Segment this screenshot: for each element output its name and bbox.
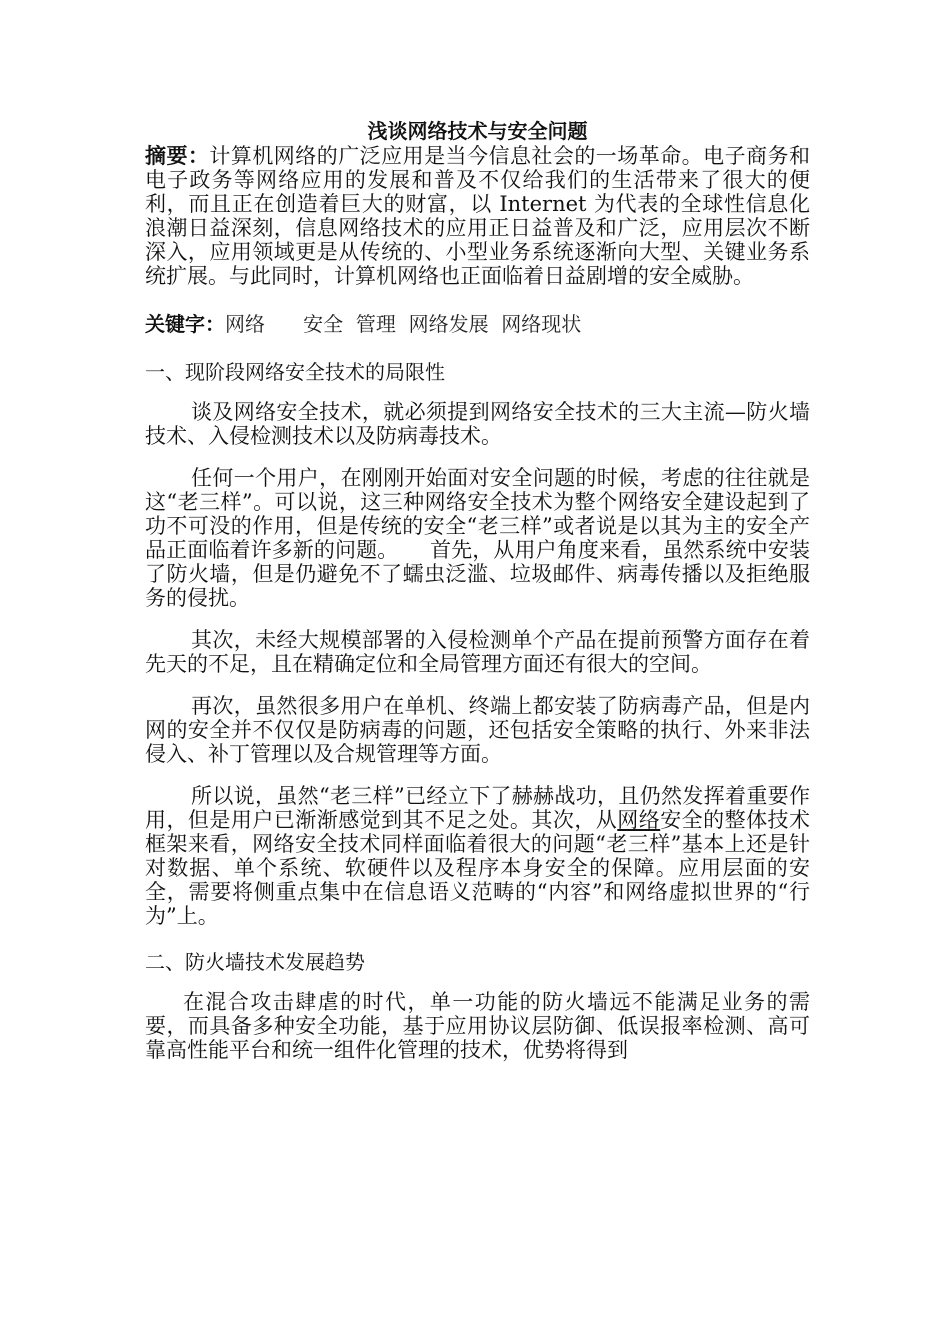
keywords-label: 关键字： [145,312,225,336]
network-link[interactable]: 网络 [617,808,661,832]
paragraph-text: 所以说，虽然“老三样”已经立下了赫赫战功，且仍然发挥着重要作用，但是用户已渐渐感觉到其不足之处。其次，从 [145,784,810,832]
section2-heading: 二、防火墙技术发展趋势 [145,950,365,974]
document-page [145,118,810,1062]
document-title: 浅谈网络技术与安全问题 [367,119,588,143]
keywords-line [145,310,810,338]
paragraph: 在混合攻击肆虐的时代，单一功能的防火墙远不能满足业务的需要，而具备多种安全功能，基于应用协议层防御、低误报率检测、高可靠高性能平台和统一组件化管理的技术，优势将得到 [145,990,810,1062]
paragraph: 再次，虽然很多用户在单机、终端上都安装了防病毒产品，但是内网的安全并不仅仅是防病毒的问题，还包括安全策略的执行、外来非法侵入、补丁管理以及合规管理等方面。 [145,694,810,766]
paragraph-text: 安全的整体技术框架来看，网络安全技术同样面临着很大的问题“老三样”基本上还是针对数据、单个系统、软硬件以及程序本身安全的保障。应用层面的安全，需要将侧重点集中在信息语义范畴的“内容”和网络虚拟世界的“行为”上。 [145,808,811,928]
abstract-text: 计算机网络的广泛应用是当今信息社会的一场革命。电子商务和电子政务等网络应用的发展和普及不仅给我们的生活带来了很大的便利，而且正在创造着巨大的财富，以 Internet 为代表的全球性信息化浪潮日益深刻，信息网络技术的应用正日益普及和广泛，应用层次不断深入，应用领域更是从传统的、小型业务系统逐渐向大型、关键业务系统扩展。与此同时，计算机网络也正面临着日益剧增的安全威胁。 [145,144,811,288]
abstract-label: 摘要： [145,144,210,168]
keywords-list: 网络 安全 管理 网络发展 网络现状 [225,312,582,336]
paragraph: 其次，未经大规模部署的入侵检测单个产品在提前预警方面存在着先天的不足，且在精确定位和全局管理方面还有很大的空间。 [145,628,810,676]
paragraph: 谈及网络安全技术，就必须提到网络安全技术的三大主流—防火墙技术、入侵检测技术以及防病毒技术。 [145,400,810,448]
section1-heading: 一、现阶段网络安全技术的局限性 [145,360,445,384]
abstract [145,144,810,288]
paragraph: 任何一个用户，在刚刚开始面对安全问题的时候，考虑的往往就是这“老三样”。可以说，这三种网络安全技术为整个网络安全建设起到了功不可没的作用，但是传统的安全“老三样”或者说是以其为主的安全产品正面临着许多新的问题。 首先，从用户角度来看，虽然系统中安装了防火墙，但是仍避免不了蠕虫泛滥、垃圾邮件、病毒传播以及拒绝服务的侵扰。 [145,466,810,610]
paragraph [145,784,810,928]
